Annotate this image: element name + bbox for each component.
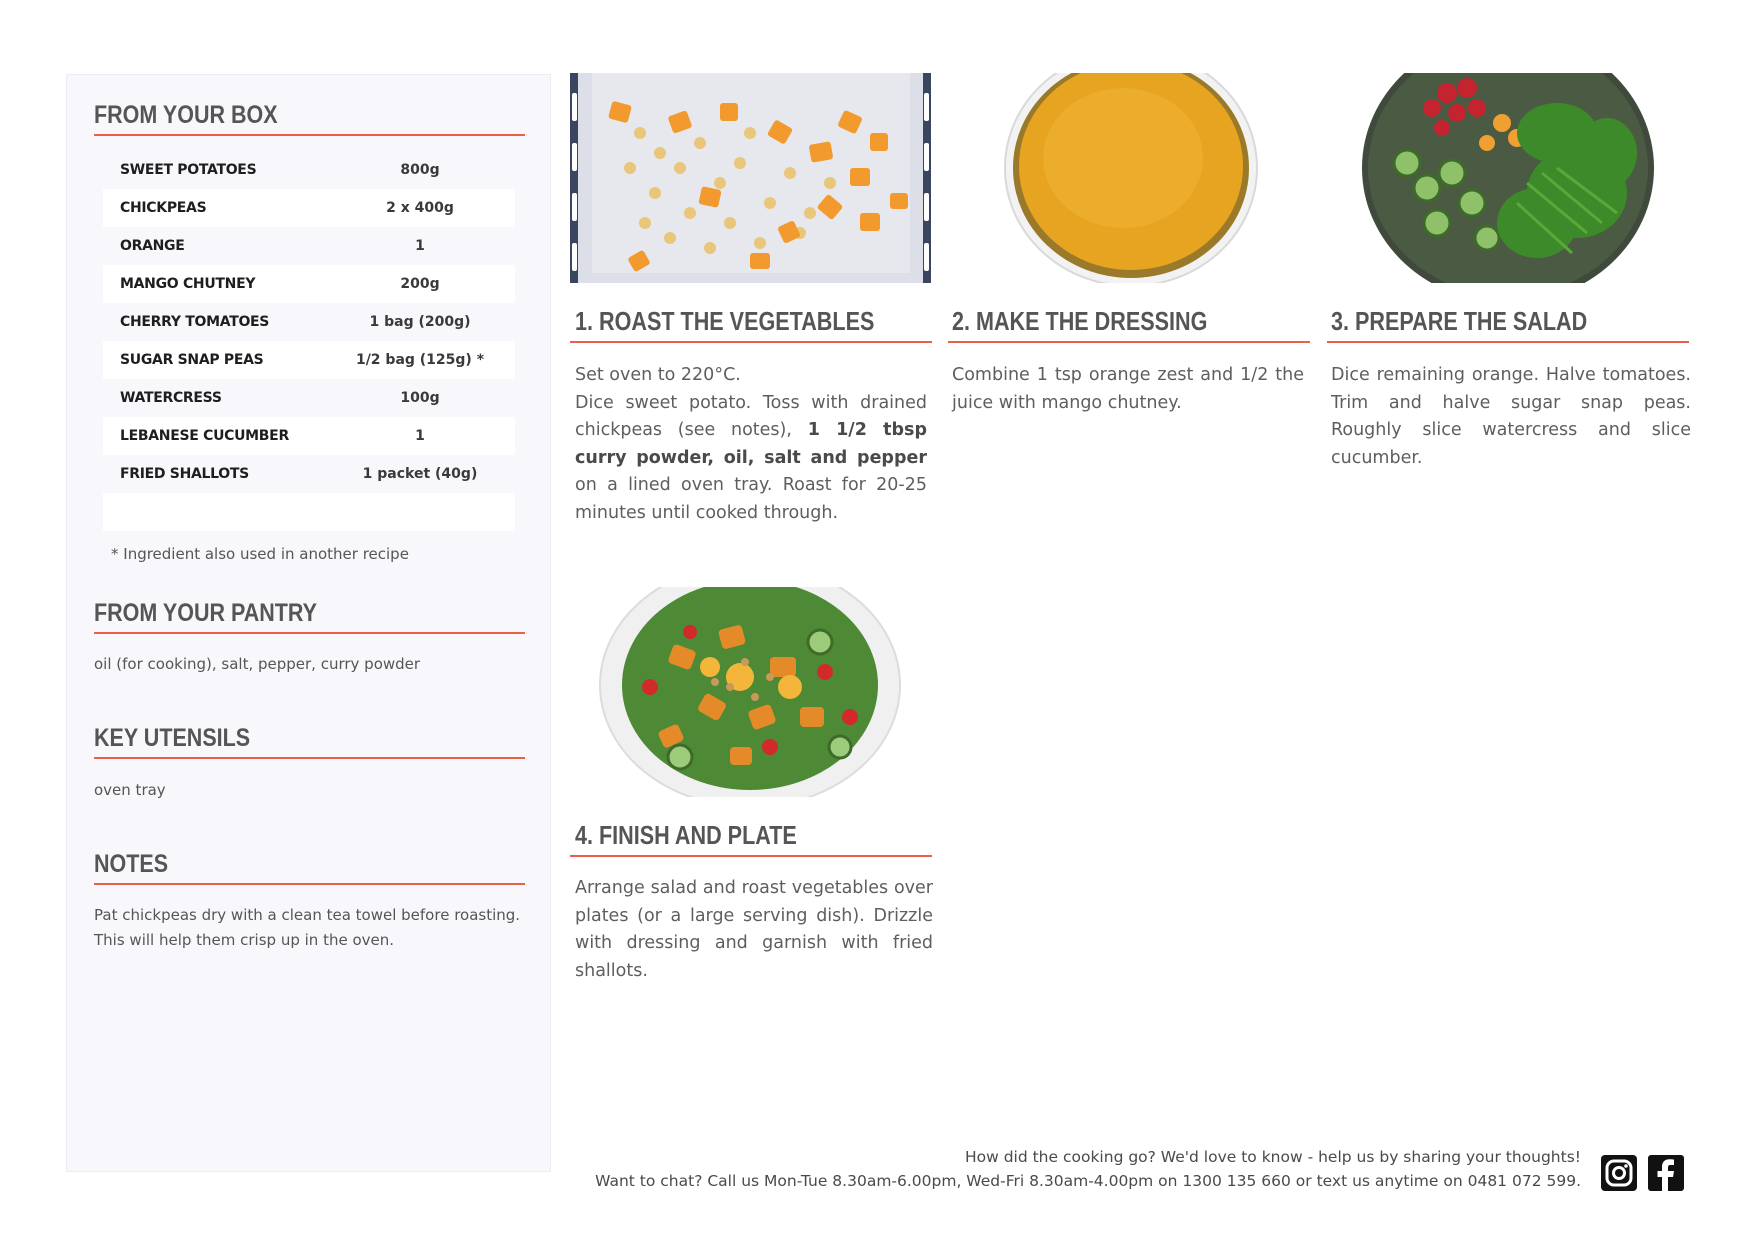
step-4-body: Arrange salad and roast vegetables over plates (or a large serving dish). Drizzle with dressing and garnish with fried shallots. [575,878,933,981]
step-2-body: Combine 1 tsp orange zest and 1/2 the juice with mango chutney. [952,365,1304,413]
ingredient-row [103,417,515,455]
ingredient-row [103,341,515,379]
instagram-icon[interactable] [1601,1155,1637,1191]
contact-text: Want to chat? Call us Mon-Tue 8.30am-6.00pm, Wed-Fri 8.30am-4.00pm on 1300 135 660 or text us anytime on 0481 072 599. [595,1172,1581,1190]
ingredient-qty: 1 bag (200g) [369,314,471,330]
from-your-box-heading: FROM YOUR BOX [94,101,278,129]
ingredient-row [103,189,515,227]
utensils-text: oven tray [94,781,166,799]
facebook-icon[interactable] [1648,1155,1684,1191]
key-utensils-heading: KEY UTENSILS [94,724,251,752]
heading-rule [94,134,525,136]
salad-prep-photo [1327,73,1689,283]
heading-rule [94,757,525,759]
ingredient-name: FRIED SHALLOTS [120,466,249,482]
step-2-title: 2. MAKE THE DRESSING [952,306,1208,336]
heading-rule [94,883,525,885]
step-rule [570,855,932,857]
ingredients-panel [66,74,551,1172]
step-3-body: Dice remaining orange. Halve tomatoes. Trim and halve sugar snap peas. Roughly slice watercress and slice cucumber. [1331,365,1691,468]
pantry-text: oil (for cooking), salt, pepper, curry powder [94,655,421,673]
ingredient-qty: 100g [400,390,440,406]
notes-text [94,903,534,953]
step-1-paragraph [575,390,927,528]
ingredient-row [103,265,515,303]
step-1-title: 1. ROAST THE VEGETABLES [575,306,875,336]
heading-rule [94,632,525,634]
step-1-line: Set oven to 220°C. [575,365,741,385]
ingredient-name: WATERCRESS [120,390,222,406]
ingredient-row [103,455,515,493]
from-your-pantry-heading: FROM YOUR PANTRY [94,599,317,627]
dressing-bowl-photo [948,73,1310,283]
ingredient-row [103,151,515,189]
ingredient-qty: 1/2 bag (125g) * [355,352,485,368]
step-1-bold-text: 1 1/2 tbsp curry powder, oil, salt and pepper [575,420,927,468]
step-rule [570,341,932,343]
step-1-body [575,362,927,527]
ingredient-qty: 2 x 400g [386,200,454,216]
ingredient-name: SUGAR SNAP PEAS [120,352,264,368]
ingredient-qty: 200g [400,276,440,292]
ingredient-qty: 1 [415,238,425,254]
ingredient-name: CHERRY TOMATOES [120,314,270,330]
feedback-text: How did the cooking go? We'd love to know - help us by sharing your thoughts! [964,1148,1581,1166]
step-4-title: 4. FINISH AND PLATE [575,820,797,850]
ingredient-row [103,303,515,341]
ingredients-table [103,151,515,531]
ingredient-note: * Ingredient also used in another recipe [111,545,409,563]
roasted-vegetables-photo [570,73,931,283]
ingredient-name: CHICKPEAS [120,200,207,216]
ingredient-name: SWEET POTATOES [120,162,257,178]
ingredient-row-empty [103,493,515,531]
ingredient-name: ORANGE [120,238,185,254]
ingredient-qty: 1 packet (40g) [362,466,478,482]
step-rule [948,341,1310,343]
ingredient-qty: 800g [400,162,440,178]
step-3-title: 3. PREPARE THE SALAD [1331,306,1588,336]
ingredient-name: MANGO CHUTNEY [120,276,256,292]
notes-line: Pat chickpeas dry with a clean tea towel before roasting. [94,906,521,924]
ingredient-row [103,227,515,265]
ingredient-name: LEBANESE CUCUMBER [120,428,289,444]
step-rule [1327,341,1689,343]
step-1-text: Dice sweet potato. Toss with drained chickpeas (see notes), [575,392,927,440]
ingredient-row [103,379,515,417]
notes-heading: NOTES [94,850,169,878]
notes-line: This will help them crisp up in the oven. [94,931,395,949]
plated-salad-photo [570,587,931,797]
ingredient-qty: 1 [415,428,425,444]
step-1-text: on a lined oven tray. Roast for 20-25 minutes until cooked through. [575,475,927,523]
